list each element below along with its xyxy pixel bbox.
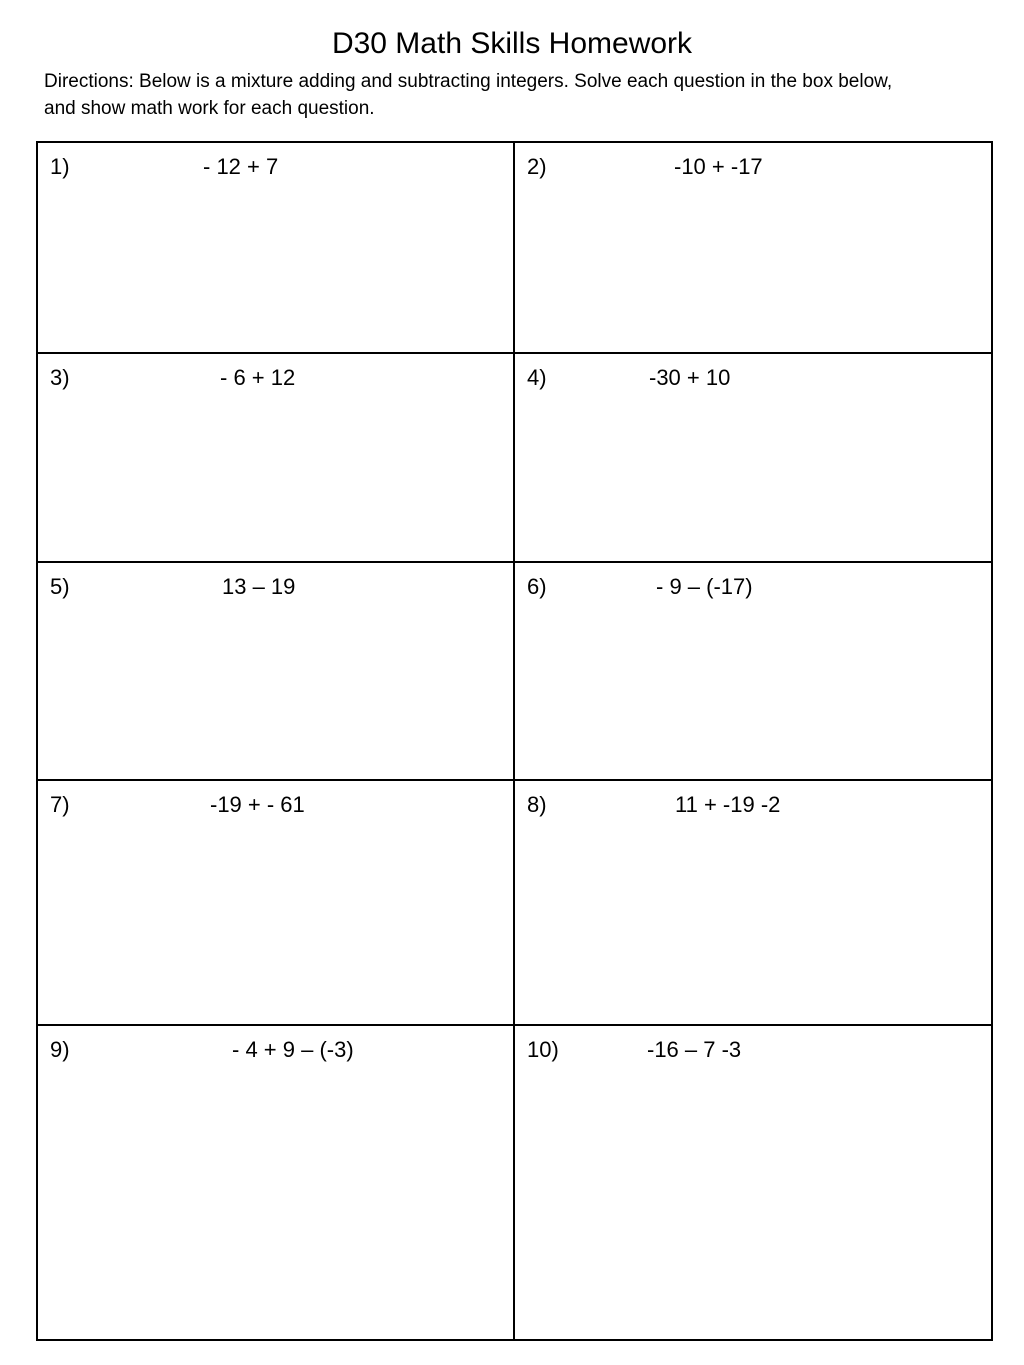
problem-box-2[interactable] [515,143,991,354]
problem-number: 1) [50,154,70,179]
problem-box-6[interactable] [515,563,991,781]
problem-expression: - 6 + 12 [220,365,296,390]
problem-number: 3) [50,365,70,390]
directions-line-2: and show math work for each question. [44,98,375,119]
problem-box-4[interactable] [515,354,991,563]
page-title: D30 Math Skills Homework [331,27,693,60]
problem-expression: 11 + -19 -2 [675,792,781,817]
problem-box-9[interactable] [38,1026,515,1339]
problem-box-8[interactable] [515,781,991,1026]
problem-expression: -19 + - 61 [210,792,305,817]
problem-expression: -30 + 10 [649,365,731,390]
problem-number: 5) [50,574,70,599]
problem-expression: -16 – 7 -3 [647,1037,742,1062]
problem-number: 9) [50,1037,70,1062]
problem-expression: 13 – 19 [222,574,296,599]
problem-box-7[interactable] [38,781,515,1026]
problem-expression: - 4 + 9 – (-3) [232,1037,354,1062]
problem-grid [36,141,993,1341]
problem-number: 4) [527,365,547,390]
directions-text [44,68,994,122]
problem-number: 7) [50,792,70,817]
problem-box-10[interactable] [515,1026,991,1339]
problem-expression: - 9 – (-17) [656,574,753,599]
problem-box-3[interactable] [38,354,515,563]
problem-box-1[interactable] [38,143,515,354]
problem-number: 10) [527,1037,559,1062]
problem-expression: -10 + -17 [674,154,763,179]
problem-box-5[interactable] [38,563,515,781]
problem-number: 6) [527,574,547,599]
problem-number: 8) [527,792,547,817]
directions-line-1: Directions: Below is a mixture adding and subtracting integers. Solve each question in the box below, [44,71,893,92]
problem-expression: - 12 + 7 [203,154,279,179]
problem-number: 2) [527,154,547,179]
